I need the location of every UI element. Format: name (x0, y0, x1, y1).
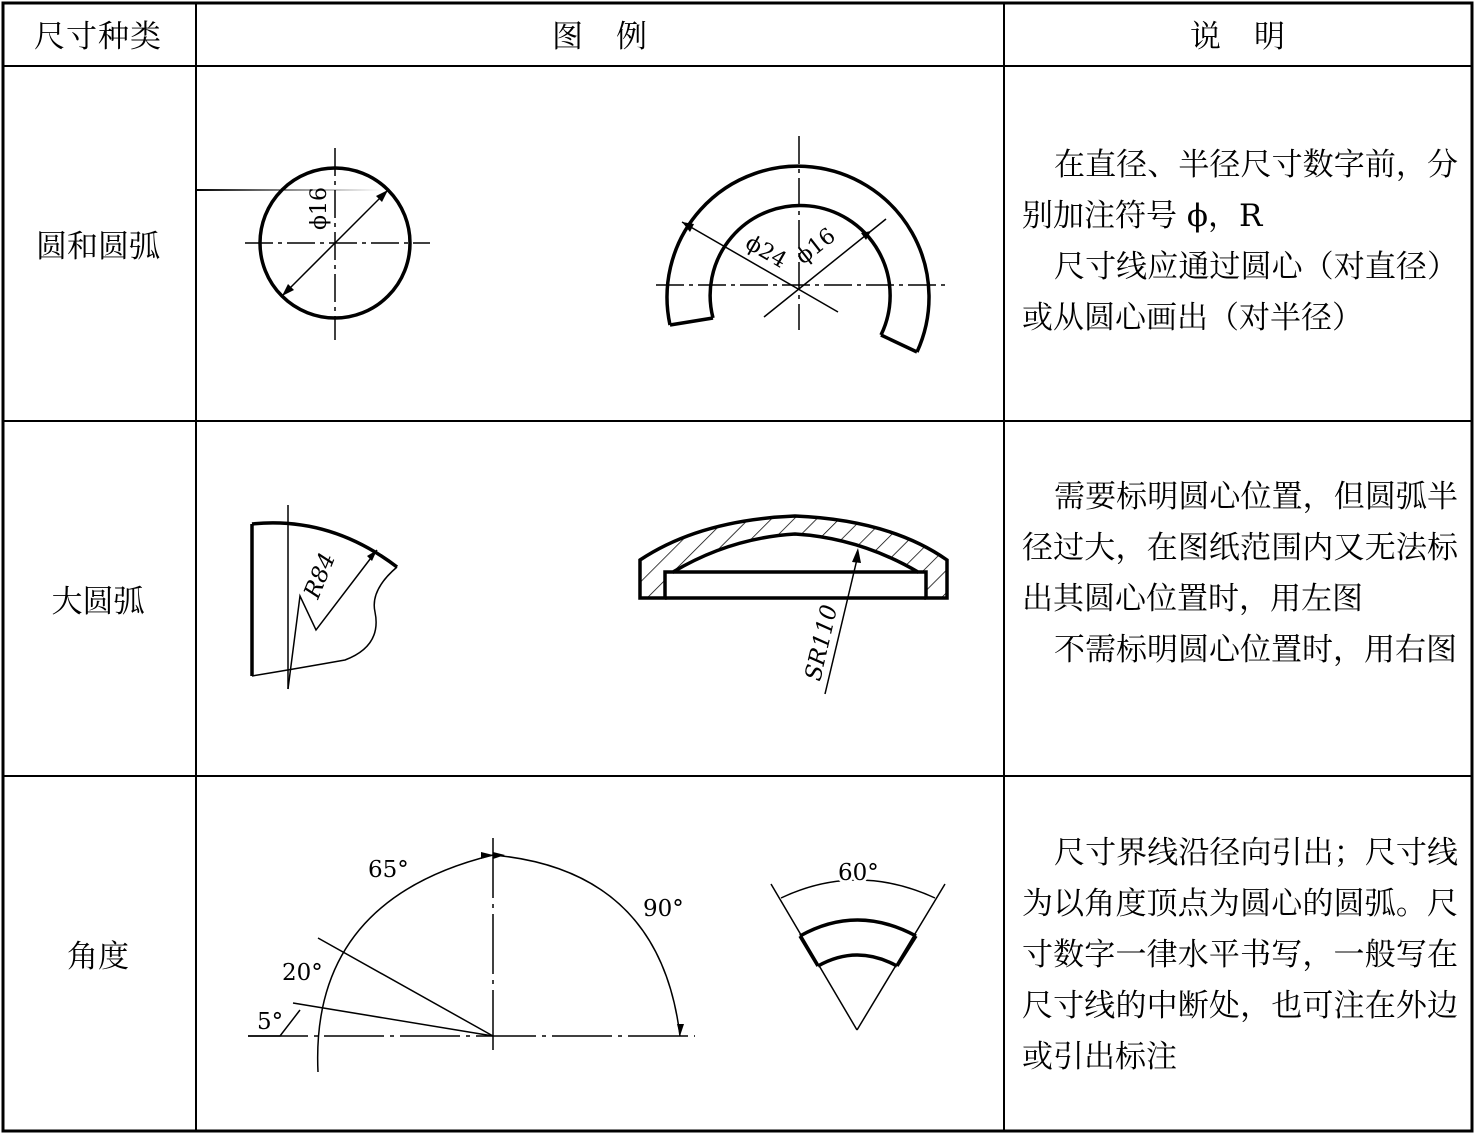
row-note-angle (1022, 828, 1458, 1083)
label-20deg: 20° (282, 960, 323, 986)
label-phi24: ϕ24 (741, 230, 791, 274)
note-paragraph: 不需标明圆心位置时，用右图 (1054, 632, 1457, 668)
note-paragraph: 在直径、半径尺寸数字前，分别加注符号 ϕ，R (1022, 147, 1458, 234)
label-phi16-left: ϕ16 (307, 187, 332, 230)
label-90deg: 90° (643, 896, 684, 922)
note-paragraph: 尺寸界线沿径向引出；尺寸线为以角度顶点为圆心的圆弧。尺寸数字一律水平书写，一般写在尺寸线的中断处，也可注在外边或引出标注 (1022, 835, 1458, 1075)
row-kind-large-arc: 大圆弧 (51, 584, 145, 620)
figure-large-arc (196, 421, 1004, 776)
label-5deg: 5° (257, 1009, 284, 1035)
row-kind-circle: 圆和圆弧 (36, 229, 160, 265)
label-r84: R84 (299, 549, 342, 603)
label-60deg: 60° (838, 860, 879, 886)
figure-circle-arc (196, 66, 1004, 421)
label-phi16-right: ϕ16 (791, 223, 841, 270)
header-note: 说 明 (1190, 18, 1286, 55)
row-kind-angle: 角度 (67, 939, 129, 975)
note-paragraph: 需要标明圆心位置，但圆弧半径过大，在图纸范围内又无法标出其圆心位置时，用左图 (1022, 479, 1458, 617)
header-figure: 图 例 (552, 18, 648, 55)
header-kind: 尺寸种类 (34, 18, 162, 55)
label-65deg: 65° (368, 857, 409, 883)
row-note-large-arc (1022, 472, 1458, 676)
row-note-circle (1022, 140, 1458, 344)
figure-angle (196, 776, 1004, 1131)
label-sr110: SR110 (800, 602, 844, 684)
note-paragraph: 尺寸线应通过圆心（对直径）或从圆心画出（对半径） (1022, 249, 1458, 336)
